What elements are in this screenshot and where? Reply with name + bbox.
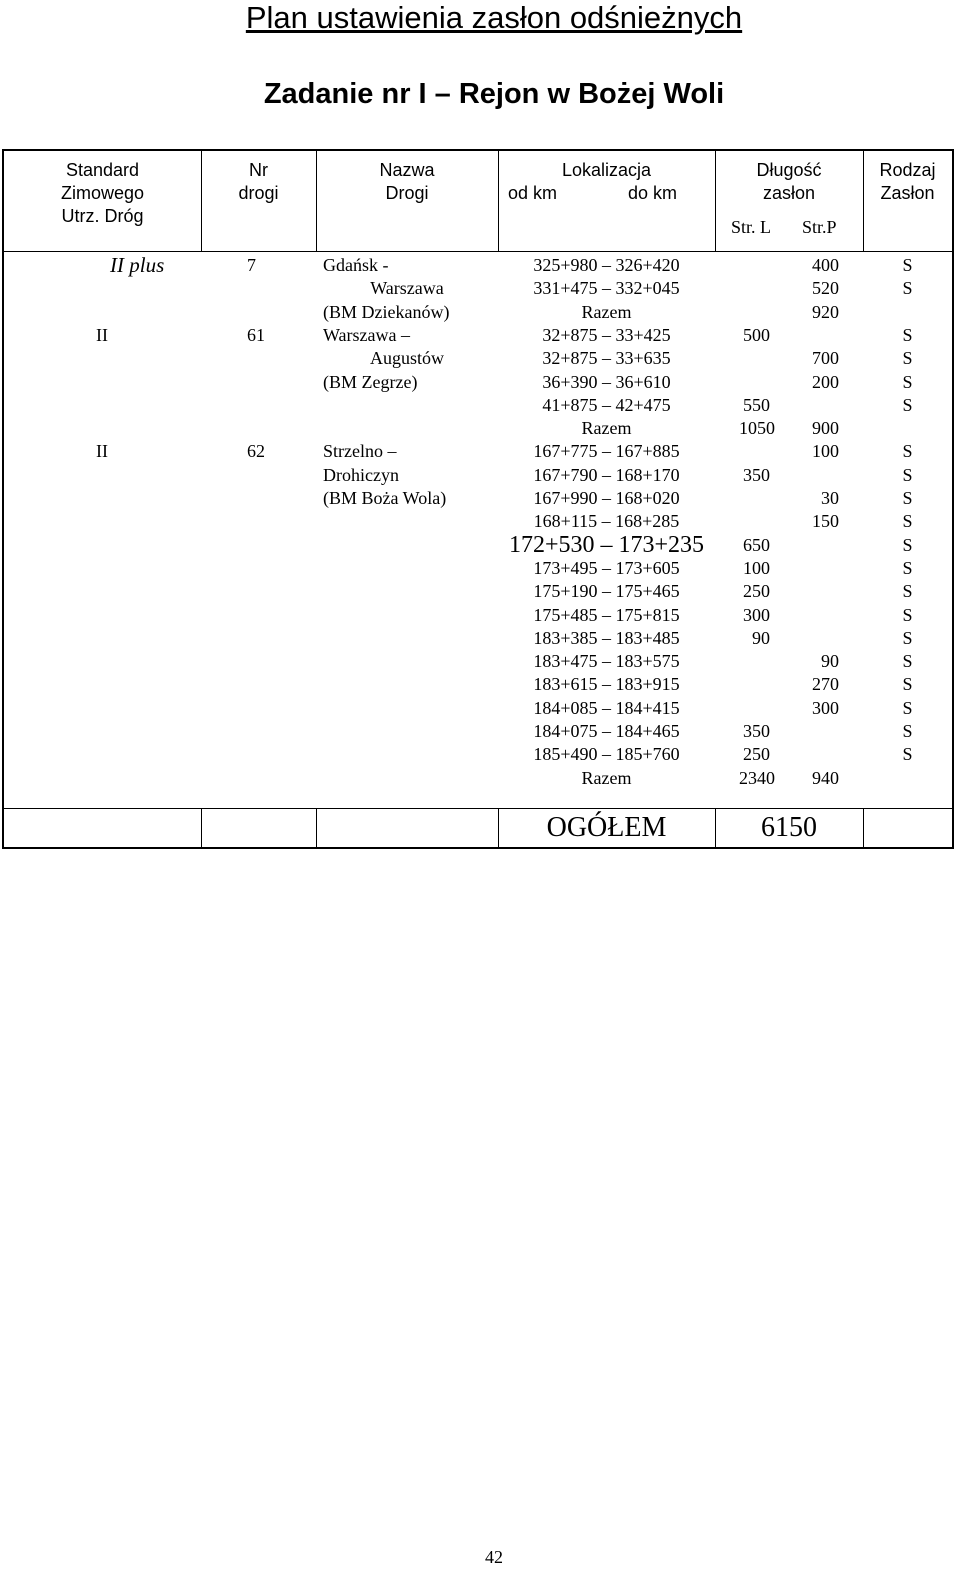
segment-curtain-type: S bbox=[902, 557, 913, 578]
segment-curtain-type: S bbox=[902, 324, 913, 345]
segment-length-right: 200 bbox=[812, 371, 839, 392]
road-number: 61 bbox=[247, 324, 265, 345]
header-str-p: Str.P bbox=[802, 217, 837, 237]
segment-length-right: 270 bbox=[812, 674, 839, 695]
road-standard: II bbox=[96, 324, 108, 345]
road-name-line: Warszawa bbox=[370, 278, 444, 299]
segment-location: 168+115 – 168+285 bbox=[533, 511, 680, 532]
segment-length-left: 250 bbox=[743, 744, 770, 765]
segment-length-left: 650 bbox=[743, 534, 770, 555]
segment-length-left: 300 bbox=[743, 604, 770, 625]
grid-line bbox=[201, 808, 202, 847]
segment-length-left: 100 bbox=[743, 557, 770, 578]
grid-line bbox=[863, 808, 864, 847]
segment-length-left: 90 bbox=[752, 627, 770, 648]
segment-length-right: 400 bbox=[812, 255, 839, 275]
grid-line bbox=[4, 251, 952, 252]
page-subtitle: Zadanie nr I – Rejon w Bożej Woli bbox=[263, 78, 725, 110]
segment-length-left: 250 bbox=[743, 581, 770, 602]
road-name-line: Warszawa – bbox=[323, 324, 411, 345]
razem-length-left: 1050 bbox=[739, 418, 775, 439]
razem-label: Razem bbox=[581, 301, 632, 322]
segment-curtain-type: S bbox=[902, 721, 913, 741]
razem-length-right: 900 bbox=[812, 418, 839, 439]
segment-location: 167+790 – 168+170 bbox=[533, 464, 680, 485]
segment-curtain-type: S bbox=[902, 744, 913, 765]
segment-location: 331+475 – 332+045 bbox=[533, 278, 680, 299]
segment-curtain-type: S bbox=[902, 627, 913, 648]
segment-curtain-type: S bbox=[902, 464, 913, 485]
segment-curtain-type: S bbox=[902, 534, 913, 555]
segment-length-right: 150 bbox=[812, 511, 839, 532]
total-label: OGÓŁEM bbox=[546, 812, 667, 843]
segment-length-right: 520 bbox=[812, 278, 839, 299]
page-title: Plan ustawienia zasłon odśnieżnych bbox=[245, 0, 743, 35]
segment-location: 175+190 – 175+465 bbox=[533, 581, 680, 602]
segment-curtain-type: S bbox=[902, 581, 913, 602]
segment-location: 172+530 – 173+235 bbox=[508, 531, 705, 558]
header-str-l: Str. L bbox=[731, 217, 772, 237]
segment-length-right: 30 bbox=[821, 488, 839, 508]
road-standard: II plus bbox=[110, 253, 165, 277]
segment-location: 185+490 – 185+760 bbox=[533, 744, 680, 765]
road-name-line: Strzelno – bbox=[323, 441, 397, 462]
road-name-line: Gdańsk - bbox=[323, 255, 389, 275]
segment-location: 175+485 – 175+815 bbox=[533, 604, 680, 625]
road-number: 62 bbox=[247, 441, 265, 462]
curtain-plan-table: Standard Zimowego Utrz. Dróg Nr drogi Nazwa Drogi Lokalizacja od km do km Długość zasłon Str. L Str.P Rodzaj Zasłon II plus 7 Gdańsk - Warszawa (BM Dziekanów) II 61 Warszawa – Augustów (BM Zegrze) II 62 Strzelno – Drohiczyn (BM Boża Wola) 325+980 – 326+420 400 S 331+475 – 332+045 520 S Razem 920 32+875 – 33+425 500 S 32+875 – 33+635 700 S 36+390 – 36+610 200 S 41+875 – 42+475 550 S Razem 1050 900 167+775 – 167+885 100 S 167+790 – 168+170 350 S 167+990 – 168+020 30 S 168+115 – 168+285 150 S 172+530 – 173+235 650 S 173+495 – 173+605 100 S 175+190 – 175+465 250 S 175+485 – 175+815 300 S 183+385 – 183+485 90 S 183+475 – 183+575 90 S 183+615 – 183+915 270 S 184+085 – 184+415 300 S 184+075 – 184+465 350 S 185+490 – 185+760 250 S Razem 2340 940 OGÓŁEM 6150 bbox=[2, 149, 954, 849]
road-name-line: (BM Dziekanów) bbox=[323, 301, 450, 322]
segment-curtain-type: S bbox=[902, 488, 913, 508]
segment-location: 41+875 – 42+475 bbox=[542, 394, 671, 415]
road-name-line: (BM Boża Wola) bbox=[323, 488, 447, 508]
grid-line bbox=[316, 808, 317, 847]
segment-location: 184+085 – 184+415 bbox=[533, 697, 680, 718]
road-name-line: Drohiczyn bbox=[323, 464, 399, 485]
segment-length-right: 700 bbox=[812, 348, 839, 369]
segment-location: 325+980 – 326+420 bbox=[533, 255, 680, 275]
segment-length-left: 500 bbox=[743, 324, 770, 345]
page-number: 42 bbox=[485, 1547, 503, 1567]
segment-location: 183+475 – 183+575 bbox=[533, 651, 680, 672]
razem-length-right: 920 bbox=[812, 301, 839, 322]
segment-curtain-type: S bbox=[902, 371, 913, 392]
segment-location: 173+495 – 173+605 bbox=[533, 557, 680, 578]
razem-label: Razem bbox=[581, 767, 632, 788]
segment-location: 184+075 – 184+465 bbox=[533, 721, 680, 741]
segment-length-right: 100 bbox=[812, 441, 839, 462]
road-standard: II bbox=[96, 441, 108, 462]
segment-curtain-type: S bbox=[902, 697, 913, 718]
segment-location: 183+615 – 183+915 bbox=[533, 674, 680, 695]
segment-location: 167+990 – 168+020 bbox=[533, 488, 680, 508]
road-name-line: Augustów bbox=[369, 348, 444, 369]
segment-curtain-type: S bbox=[902, 511, 913, 532]
total-value: 6150 bbox=[761, 812, 817, 843]
grid-line bbox=[4, 808, 952, 809]
road-name-line: (BM Zegrze) bbox=[323, 371, 418, 392]
segment-curtain-type: S bbox=[902, 394, 913, 415]
segment-curtain-type: S bbox=[902, 674, 913, 695]
segment-length-right: 300 bbox=[812, 697, 839, 718]
razem-length-left: 2340 bbox=[739, 767, 775, 788]
segment-location: 32+875 – 33+425 bbox=[542, 324, 671, 345]
segment-location: 167+775 – 167+885 bbox=[533, 441, 680, 462]
segment-curtain-type: S bbox=[902, 278, 913, 299]
razem-length-right: 940 bbox=[812, 767, 839, 788]
segment-curtain-type: S bbox=[902, 348, 913, 369]
segment-location: 183+385 – 183+485 bbox=[533, 627, 680, 648]
segment-curtain-type: S bbox=[902, 441, 913, 462]
segment-location: 36+390 – 36+610 bbox=[542, 371, 671, 392]
segment-location: 32+875 – 33+635 bbox=[542, 348, 671, 369]
segment-curtain-type: S bbox=[902, 255, 913, 275]
segment-length-left: 350 bbox=[743, 464, 770, 485]
segment-length-left: 350 bbox=[743, 721, 770, 741]
segment-length-right: 90 bbox=[821, 651, 839, 672]
razem-label: Razem bbox=[581, 418, 632, 439]
road-number: 7 bbox=[247, 255, 256, 275]
segment-curtain-type: S bbox=[902, 604, 913, 625]
segment-length-left: 550 bbox=[743, 394, 770, 415]
segment-curtain-type: S bbox=[902, 651, 913, 672]
